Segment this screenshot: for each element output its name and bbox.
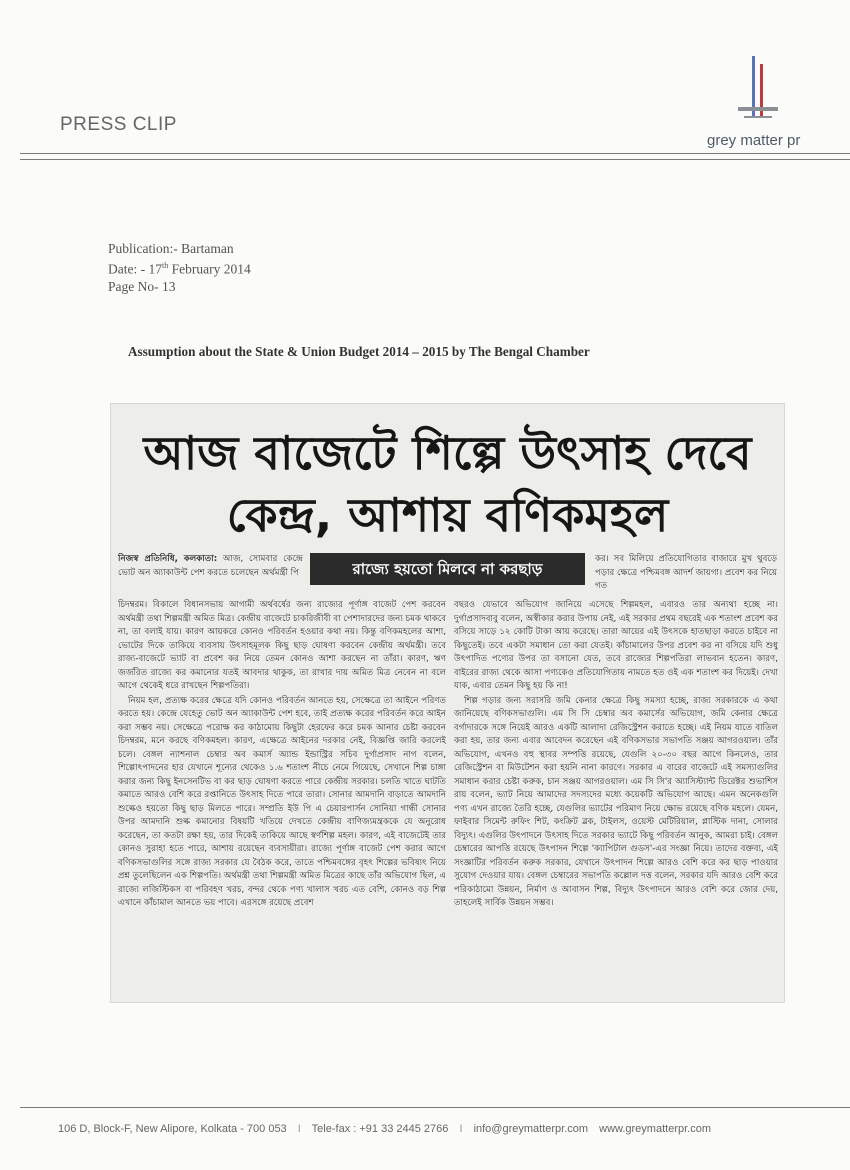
subheadline: রাজ্যে হয়তো মিলবে না করছাড় [310,553,585,585]
press-clip-label: PRESS CLIP [60,114,177,135]
footer-separator: I [459,1123,463,1135]
header-rule [20,153,850,154]
newspaper-clipping [110,403,785,1003]
article-column-2-top [595,553,777,601]
footer-separator: I [297,1123,301,1135]
article-paragraph: শিল্প গড়ার জন্য সরাসরি জমি কেনার ক্ষেত্রে কিছু সমস্যা হচ্ছে, রাজ্য সরকারকে এ কথা জানিয়েছে বণিকসভাগুলি। এম সি সি চেম্বার অব কমার্সের অভিযোগ, জমি কেনার ক্ষেত্রে বর্গাদারকে সঙ্গে নিয়েই আরও একটি আলাদা রেজিস্ট্রেশন করাতে হচ্ছে। এই নিয়ম যাতে বাতিল করা হয়, তার জন্য এবার আবেদন করেছেন এই বণিকসভার সভাপতি সঞ্জয় আগরওয়াল। তাঁর অভিযোগ, এখনও বহু স্থাবর সম্পত্তি রয়েছে, যেগুলি ২০-৩০ বছর আগে কিনলেও, তার রেজিস্ট্রেশন বা মিউটেশন করা হয়নি নানা কারণে। সরকার এ বারের বাজেটে এই সমস্যাগুলির সমাধান করার চেষ্টা করুক, চান সঞ্জয় আগরওয়াল। এম সি সি'র অ্যাসিস্ট্যান্ট ডিরেক্টর শুভাশিস রায় বলেন, ভ্যাট নিয়ে আমাদের সদস্যদের মধ্যে কয়েকটি অভিযোগ আছে। এমন অনেকগুলি পণ্য এখন রাজ্যে তৈরি হচ্ছে, যেগুলির ভ্যাটের পরিমাণ নিয়ে ক্ষোভ রয়েছে বণিক মহলে। যেমন, ফাইবার সিমেন্ট রুফিং শিট, কংক্রিট ব্লক, টাইলস, ওয়েস্ট মেটিরিয়াল, প্লাস্টিক দানা, সোলার বিদ্যুৎ। এগুলির উৎপাদনে উৎসাহ দিতে সরকার ভ্যাটে কিছু পরিবর্তন আনুক, আমরা চাই। বেঙ্গল চেম্বারের আপত্তি রয়েছে উৎপাদন শিল্পে 'ক্যাপিটাল গুডস'-এর সংজ্ঞা নিয়ে। তাদের বক্তব্য, এই সংজ্ঞাটির পরিবর্তন করুক সরকার, যেখানে উৎপাদন শিল্পে আরও বেশি করে কর ছাড় পাওয়ার সুযোগ দেওয়ার যায়। বেঙ্গল চেম্বারের সভাপতি কল্লোল দত্ত বলেন, সরকার যদি আরও বেশি করে পরিকাঠামো উন্নয়ন, নির্মাণ ও আবাসন শিল্প, বিদ্যুৎ উৎপাদনে আরও বেশি করে জোর দেয়, তাহলেই সার্বিক উন্নয়ন সম্ভব। [454,695,778,908]
publication-date: Date: - 17th February 2014 [108,261,251,277]
logo-text: grey matter pr [707,132,801,149]
article-paragraph: নিয়ম হল, প্রত্যক্ষ করের ক্ষেত্রে যদি কোনও পরিবর্তন আনতে হয়, সেক্ষেত্রে তা আইনে পরিণত করতে হয়। কেন্দ্রে যেহেতু ভোট অন অ্যাকাউন্ট পেশ হবে, তাই প্রত্যক্ষ করের পরিবর্তন করে আইন করা সম্ভব নয়। সেক্ষেত্রে পরোক্ষ কর কাঠামোয় কিছুটা হেরফের করে চমক আনার চেষ্টা করবেন চিদম্বরম, মনে করছে বণিকমহল। কারণ, এক্ষেত্রে আইনের দরকার নেই, বিজ্ঞপ্তি জারি করলেই চলে। বেঙ্গল ন্যাশনাল চেম্বার অব কমার্স অ্যান্ড ইন্ডাস্ট্রির সচিব দুর্গাপ্রসাদ নাগ বলেন, শিল্পোৎপাদনের হার যেখানে শূন্যের থেকেও ১.৬ শতাংশ নীচে নেমে গিয়েছে, সেখানে শিল্প চাঙ্গা করার জন্য কিছু ইনসেনটিভ বা কর ছাড় ঘোষণা করতে পারে কেন্দ্রীয় সরকার। চলতি খাতে ঘাটতি কমাতে আরও বেশি করে রপ্তানিতে উৎসাহ দিতে পারে তারা। সোনার আমদানি বাড়াতে আমদানি শুল্কেও হয়তো কিছু ছাড় মিলতে পারে। সম্প্রতি ইউ পি এ চেয়ারপার্সন সোনিয়া গান্ধী সোনার উপর আমদানি শুল্ক কমানোর বিষয়টি খতিয়ে দেখতে কেন্দ্রীয় বাণিজ্যমন্ত্রককে যে অনুরোধ করেছেন, তা কতটা রক্ষা হয়, তার দিকেই তাকিয়ে আছে স্বর্ণশিল্প মহল। কারণ, এই বাজেটেই তার কোনও সুরাহা হতে পারে, আশায় রয়েছেন ব্যবসায়ীরা। রাজ্যে পূর্ণাঙ্গ বাজেট পেশ করার আগে বণিকসভাগুলির সঙ্গে রাজ্য সরকার যে বৈঠক করে, তাতে পশ্চিমবঙ্গের বৃহৎ শিল্পের ভবিষ্যৎ নিয়ে প্রশ্ন তুলেছিলেন এক শিল্পপতি। অর্থমন্ত্রী তথা শিল্পমন্ত্রী অমিত মিত্রের কাছে তাঁর অভিযোগ ছিল, এ রাজ্যে লজিস্টিকস বা পরিবহণ খরচ, বন্দর থেকে পণ্য খালাস খরচ এত বেশি, কোনও বড় শিল্প এখানে কাঁচামাল আনতে ভয় পাবে। এরসঙ্গে রয়েছে প্রবেশ [118,695,446,908]
clip-subject: Assumption about the State & Union Budget 2014 – 2015 by The Bengal Chamber [128,344,590,359]
article-column-1 [118,599,446,995]
article-lead: আজ, সোমবার কেন্দ্রে ভোট অন অ্যাকাউন্ট পেশ করতে চলেছেন অর্থমন্ত্রী পি [118,554,303,578]
footer-website[interactable]: www.greymatterpr.com [599,1123,711,1135]
footer-tel: Tele-fax : +91 33 2445 2766 [311,1123,449,1135]
publication-name: Publication:- Bartaman [108,241,234,256]
publication-info [108,240,251,295]
article-paragraph: চিদম্বরম। বিকালে বিধানসভায় আগামী অর্থবর্ষের জন্য রাজ্যের পূর্ণাঙ্গ বাজেট পেশ করবেন অর্থমন্ত্রী তথা শিল্পমন্ত্রী অমিত মিত্র। কেন্দ্রীয় বাজেটে চাকরিজীবী বা পেশাদারদের জন্য চমক থাকবে না, তা বলাই যায়। কারণ আয়করে কোনও পরিবর্তন হওয়ার কথা নয়। কিন্তু বণিকমহলের আশা, ভোটের দিকে তাকিয়ে ব্যবসায় উৎসাহমূলক কিছু ছাড় ঘোষণা করবেন কেন্দ্রীয় অর্থমন্ত্রী। তবে রাজ্য-বাজেটে ভ্যাট বা প্রবেশ কর নিয়ে তেমন কোনও আশা করছেন না তাঁরা। কারণ, ঋণ জর্জরিত রাজ্যে কর কমানোর যতই আবদার থাকুক, তা রাখার দায় অমিত মিত্র নেবেন না বলে আগে থেকেই ধরে রাখছেন শিল্পপতিরা। [118,600,446,691]
article-paragraph: কর। সব মিলিয়ে প্রতিযোগিতার বাজারে মুখ থুবড়ে পড়ার ক্ষেত্রে পশ্চিমবঙ্গ আদর্শ জায়গা। প্রবেশ কর নিয়ে গত [595,554,777,591]
article-paragraph: বছরও যেভাবে অভিযোগ জানিয়ে এসেছে শিল্পমহল, এবারও তার অন্যথা হচ্ছে না। দুর্গাপ্রসাদবাবু বলেন, অস্বীকার করার উপায় নেই, এই সরকার প্রথম বছরেই এক শতাংশ প্রবেশ কর বসিয়ে সাড়ে ১২ কোটি টাকা আয় করেছে। তারা আয়ের এই উৎসকে হাতছাড়া করতে চাইবে না কিছুতেই। তবে একটা সমাধান তো করা যেতই। কাঁচামালের উপর প্রবেশ কর না বসিয়ে যদি শুধু উৎপাদিত পণ্যের উপর তা বসানো যেত, তবে রাজ্যের শিল্পপতিরা লাভবান হতেন। কারণ, বাইরের রাজ্য থেকে আসা পণ্যকেও প্রতিযোগিতায় নামতে হত ওই এক শতাংশ কর দিয়েই। দেখা যাক, এবার তেমন কিছু হয় কি না! [454,600,778,691]
footer [58,1123,838,1135]
article-column-1-top [118,553,303,601]
header-rule-2 [20,159,850,160]
headline-line-1: আজ বাজেটে শিল্পে উৎসাহ দেবে [143,426,752,480]
headline-line-2: কেন্দ্র, আশায় বণিকমহল [226,488,669,542]
byline: নিজস্ব প্রতিনিধি, কলকাতা: [118,554,218,564]
footer-address: 106 D, Block-F, New Alipore, Kolkata - 700 053 [58,1123,287,1135]
page-number: Page No- 13 [108,278,176,294]
article-column-2 [454,599,778,995]
footer-rule [20,1107,850,1108]
footer-email[interactable]: info@greymatterpr.com [473,1123,589,1135]
